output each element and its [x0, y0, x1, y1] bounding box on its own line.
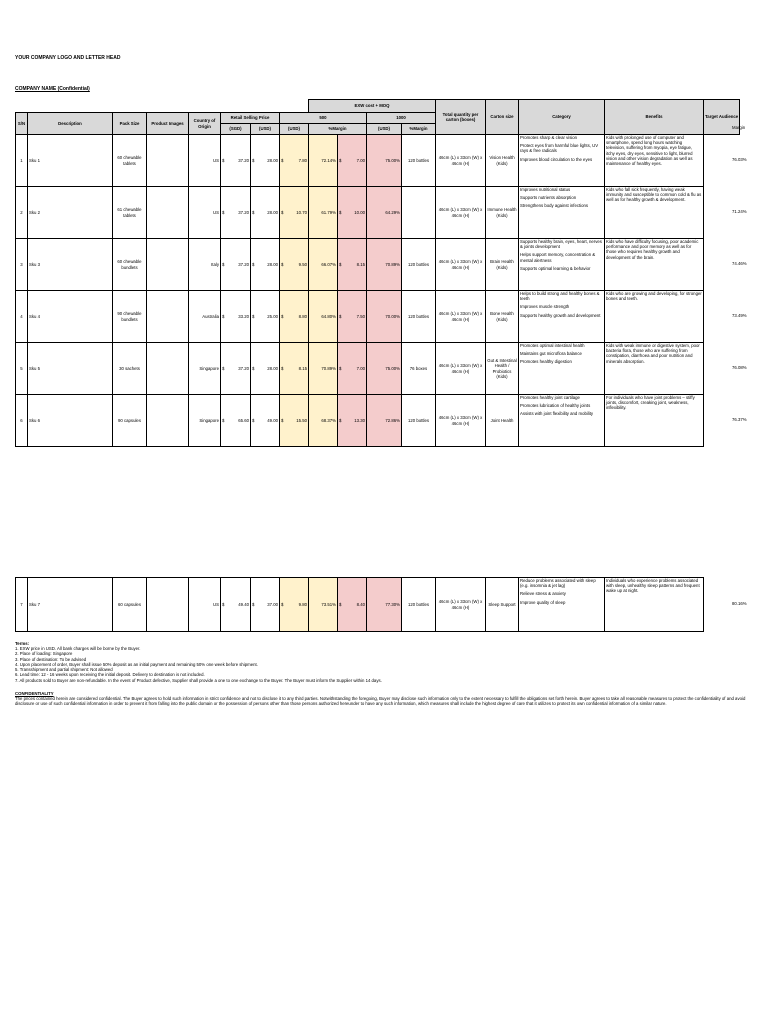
benefit-item: Improve quality of sleep [520, 599, 566, 605]
margin500-cell: 66.07% [309, 239, 338, 291]
benefits-cell [519, 343, 605, 395]
confidentiality-title: CONFIDENTIALITY [15, 691, 54, 696]
carton-cell: 46cm (L) x 33cm (W) x 46cm (H) [436, 135, 486, 187]
qty-cell [402, 187, 436, 239]
price-sgd-cell [221, 187, 251, 239]
qty-cell: 76 boxes [402, 343, 436, 395]
pack-size-cell: 60 chewable tablets [113, 135, 147, 187]
country-header: Country of Origin [189, 113, 221, 135]
exw500-cell [280, 578, 309, 632]
exw1000-cell [338, 343, 367, 395]
margin500-cell: 64.80% [309, 291, 338, 343]
margin500-cell: 72.14% [309, 135, 338, 187]
exw1000-cell [338, 291, 367, 343]
audience-header: Target Audience [704, 100, 740, 135]
audience-cell: For individuals who have joint problems – stiffy joints, discomfort, creaking joint, weakness, inflexibility. [605, 395, 704, 447]
amount: 7.80 [298, 157, 307, 163]
carton-cell: 46cm (L) x 33cm (W) x 46cm (H) [436, 578, 486, 632]
exw1000-cell [338, 187, 367, 239]
benefit-item: Improves muscle strength [520, 304, 570, 310]
sn-cell: 5 [16, 343, 28, 395]
audience-cell: Kids who have difficulty focusing, poor academic performance and poor memory as well as for those who requires healthy growth and development of the brain. [605, 239, 704, 291]
qty-cell: 120 bottles [402, 291, 436, 343]
benefits-header: Benefits [605, 100, 704, 135]
price-usd-cell [251, 239, 280, 291]
margin-value: 76.03% [732, 157, 747, 162]
currency-symbol: $ [281, 365, 284, 371]
currency-symbol: $ [339, 157, 342, 163]
carton-cell: 46cm (L) x 33cm (W) x 46cm (H) [436, 343, 486, 395]
price-usd-cell [251, 135, 280, 187]
total-qty-header: Total quantity per carton (boxes) [436, 100, 486, 135]
price-usd-cell [251, 578, 280, 632]
pack-size-cell: 90 capsules [113, 395, 147, 447]
product-image-cell [147, 343, 189, 395]
confidentiality-section [15, 691, 755, 707]
country-cell: US [189, 187, 221, 239]
amount: 9.50 [298, 261, 307, 267]
benefit-item: Supports healthy brain, eyes, heart, nerves & joints development [520, 239, 602, 250]
amount: 37.20 [238, 261, 249, 267]
category-cell: Vision Health (Kids) [486, 135, 519, 187]
country-cell: Italy [189, 239, 221, 291]
exw1000-cell [338, 239, 367, 291]
description-cell: Sku 7 [28, 578, 113, 632]
price-usd-cell [251, 395, 280, 447]
amount: 37.00 [267, 601, 278, 607]
sgd-header: (SGD) [221, 124, 251, 135]
product-image-cell [147, 135, 189, 187]
table-row [16, 135, 740, 187]
pack-size-cell: 60 chewable bundlets [113, 239, 147, 291]
margin-value: 76.37% [732, 417, 747, 422]
margin1000-cell: 70.00% [367, 291, 402, 343]
category-cell: Joint Health [486, 395, 519, 447]
sn-cell: 4 [16, 291, 28, 343]
margin-value: 71.24% [732, 209, 747, 214]
margin1000-cell: 77.30% [367, 578, 402, 632]
category-cell: Gut & Intestinal Health / Probiotics (Kids) [486, 343, 519, 395]
product-image-cell [147, 395, 189, 447]
sn-cell: 1 [16, 135, 28, 187]
description-header: Description [28, 113, 113, 135]
country-cell: US [189, 135, 221, 187]
audience-cell: Kids who are growing and developing, for stronger bones and teeth. [605, 291, 704, 343]
exw500-cell [280, 343, 309, 395]
moq1000-header: 1000 [367, 113, 436, 124]
exw500-cell [280, 395, 309, 447]
currency-symbol: $ [339, 417, 342, 423]
currency-symbol: $ [252, 365, 255, 371]
margin1000-cell: 75.00% [367, 343, 402, 395]
benefit-item: Promotes healthy digestion [520, 359, 572, 365]
pack-size-cell: 60 capsules [113, 578, 147, 632]
amount: 33.20 [238, 313, 249, 319]
carton-cell: 46cm (L) x 33cm (W) x 46cm (H) [436, 395, 486, 447]
terms-line: 3. Place of destination: To be advised [15, 656, 87, 662]
amount: 8.15 [298, 365, 307, 371]
table-row [16, 239, 740, 291]
exw-header: EXW cost + MOQ [309, 100, 436, 113]
margin-value: 80.16% [732, 601, 747, 606]
benefit-item: Helps to build strong and healthy bones & teeth [520, 291, 600, 302]
amount: 37.20 [238, 157, 249, 163]
category-cell: Sleep Support [486, 578, 519, 632]
exw500-usd-header: (USD) [280, 124, 309, 135]
price-sgd-cell [221, 135, 251, 187]
amount: 7.50 [356, 313, 365, 319]
terms-line: 4. Upon placement of order, Buyer shall issue 50% deposit as an initial payment and remaining 50% one week before shipment. [15, 661, 258, 667]
carton-header: Carton size [486, 100, 519, 135]
amount: 9.80 [298, 601, 307, 607]
amount: 65.60 [238, 417, 249, 423]
exw1000-cell [338, 135, 367, 187]
price-usd-cell [251, 187, 280, 239]
currency-symbol: $ [252, 601, 255, 607]
currency-symbol: $ [222, 365, 225, 371]
benefit-item: Promotes sharp & clear vision [520, 135, 578, 140]
audience-cell: Kids who fall sick frequently, having weak immunity and susceptible to common cold & flu as well as for healthy growth & development. [605, 187, 704, 239]
product-image-cell [147, 239, 189, 291]
table-row [16, 343, 740, 395]
category-cell: Immune Health (Kids) [486, 187, 519, 239]
amount: 28.00 [267, 209, 278, 215]
country-cell: Australia [189, 291, 221, 343]
exw1000-cell [338, 578, 367, 632]
amount: 49.40 [238, 601, 249, 607]
terms-line: 5. Transshipment and partial shipment: Not allowed [15, 667, 113, 673]
amount: 10.70 [296, 209, 307, 215]
sn-cell: 2 [16, 187, 28, 239]
description-cell: Sku 4 [28, 291, 113, 343]
amount: 10.00 [354, 209, 365, 215]
qty-cell: 120 bottles [402, 395, 436, 447]
currency-symbol: $ [252, 261, 255, 267]
currency-symbol: $ [339, 365, 342, 371]
pack-size-cell: 30 sachets [113, 343, 147, 395]
product-images-header: Product Images [147, 113, 189, 135]
carton-cell: 46cm (L) x 33cm (W) x 46cm (H) [436, 187, 486, 239]
price-usd-cell [251, 291, 280, 343]
confidentiality-text: The prices contained herein are considered confidential. The Buyer agrees to hold such information in strict confidence and not to disclose it to any third parties. Notwithstanding the foregoing, Buyer may disclose such information only to the extent necessary to fulfill the obligations set forth herein. Buyer agrees to take all reasonable measures to protect the confidentiality of and avoid disclosure or use of such confidential information in order to prevent it from falling into the public domain or the possession of persons other than those persons authorized hereunder to have any such information, which measures shall include the highest degree of care that it utilizes to protect its own confidential information of a similar nature. [15, 696, 746, 707]
benefits-cell [519, 187, 605, 239]
benefit-item: Relieve stress & anxiety [520, 591, 566, 597]
benefit-item: Improves nutritional status [520, 187, 571, 192]
amount: 49.00 [267, 417, 278, 423]
terms-section [15, 641, 755, 683]
margin500-cell: 68.37% [309, 395, 338, 447]
currency-symbol: $ [222, 209, 225, 215]
benefit-item: Supports optimal learning & behavior [520, 265, 591, 271]
currency-symbol: $ [281, 209, 284, 215]
amount: 8.15 [356, 261, 365, 267]
price-usd-cell [251, 343, 280, 395]
currency-symbol: $ [281, 313, 284, 319]
terms-line: 6. Lead time: 12 - 16 weeks upon receiving the initial deposit. Delivery to destination is not included. [15, 672, 205, 678]
category-header: Category [519, 100, 605, 135]
benefit-item: Promotes healthy joint cartilage [520, 395, 580, 400]
category-cell: Brain Health (Kids) [486, 239, 519, 291]
margin-value: 73.49% [732, 313, 747, 318]
margin1000-cell: 64.29% [367, 187, 402, 239]
product-image-cell [147, 578, 189, 632]
audience-cell: Kids with prolonged use of computer and smartphone, spend long hours watching television, suffering from myopia, eye fatigue, itchy eyes, dry eyes, sensitive to light, blurred vision and other vision degradation as well as maintenance of healthy eyes. [605, 135, 704, 187]
terms-line: 2. Place of loading: Singapore [15, 651, 73, 657]
description-cell: Sku 3 [28, 239, 113, 291]
qty-cell: 120 bottles [402, 135, 436, 187]
margin-value: 76.08% [732, 365, 747, 370]
margin1000-cell: 70.89% [367, 239, 402, 291]
category-cell: Bone Health (Kids) [486, 291, 519, 343]
benefit-item: Protect eyes from harmful blue lights, UV rays & free radicals [520, 143, 599, 154]
amount: 15.50 [296, 417, 307, 423]
amount: 8.40 [356, 601, 365, 607]
exw500-cell [280, 239, 309, 291]
country-cell: Singapore [189, 343, 221, 395]
amount: 28.00 [267, 157, 278, 163]
margin1000-cell: 72.86% [367, 395, 402, 447]
amount: 7.00 [356, 157, 365, 163]
currency-symbol: $ [222, 601, 225, 607]
table-row [16, 187, 740, 239]
margin500-header: %Margin [309, 124, 367, 135]
price-table-sku7 [15, 577, 704, 632]
benefit-item: Supports healthy growth and development [520, 312, 601, 318]
country-cell: US [189, 578, 221, 632]
benefit-item: Reduce problems associated with sleep (e.g. insomnia & jet lag) [520, 578, 596, 589]
benefits-cell [519, 135, 605, 187]
terms-line: 1. EXW price in USD. All bank charges will be borne by the Buyer. [15, 646, 141, 652]
benefit-item: Helps support memory, concentration & mental alertness [520, 252, 596, 263]
carton-cell: 46cm (L) x 33cm (W) x 46cm (H) [436, 239, 486, 291]
sn-cell: 3 [16, 239, 28, 291]
currency-symbol: $ [339, 261, 342, 267]
qty-cell: 120 bottles [402, 239, 436, 291]
benefit-item: Maintains gut microflora balance [520, 351, 582, 357]
sn-cell: 7 [16, 578, 28, 632]
country-cell: Singapore [189, 395, 221, 447]
product-image-cell [147, 291, 189, 343]
price-sgd-cell [221, 239, 251, 291]
currency-symbol: $ [339, 209, 342, 215]
pack-size-cell: 61 chewable tablets [113, 187, 147, 239]
price-sgd-cell [221, 578, 251, 632]
carton-cell: 46cm (L) x 33cm (W) x 46cm (H) [436, 291, 486, 343]
benefits-cell [519, 395, 605, 447]
benefit-item: Promotes lubrication of healthy joints [520, 403, 591, 409]
currency-symbol: $ [281, 417, 284, 423]
benefit-item: Improves blood circulation to the eyes [520, 156, 593, 162]
price-sgd-cell [221, 343, 251, 395]
exw500-cell [280, 187, 309, 239]
description-cell: Sku 1 [28, 135, 113, 187]
margin500-cell: 61.79% [309, 187, 338, 239]
usd-header: (USD) [251, 124, 280, 135]
exw1000-usd-header: (USD) [367, 124, 402, 135]
letterhead: YOUR COMPANY LOGO AND LETTER HEAD [15, 55, 121, 61]
benefits-cell [519, 239, 605, 291]
currency-symbol: $ [339, 313, 342, 319]
price-table [15, 99, 740, 447]
margin1000-cell: 75.00% [367, 135, 402, 187]
table-row [16, 291, 740, 343]
currency-symbol: $ [281, 157, 284, 163]
margin500-cell: 70.89% [309, 343, 338, 395]
terms-line: 7. All products sold to Buyer are non-refundable. In the event of Product defective, Supplier shall provide a one to one exchange to the Buyer. The Buyer must inform the Supplier within 14 days. [15, 677, 382, 683]
benefit-item: Strengthens body against infections [520, 203, 589, 209]
amount: 28.00 [267, 261, 278, 267]
description-cell: Sku 2 [28, 187, 113, 239]
description-cell: Sku 6 [28, 395, 113, 447]
benefits-cell [519, 578, 605, 632]
description-cell: Sku 5 [28, 343, 113, 395]
benefit-item: Promotes optimal intestinal health [520, 343, 585, 348]
benefit-item: Assists with joint flexibility and mobility [520, 411, 594, 417]
benefit-item: Supports nutrients absorption [520, 195, 577, 201]
currency-symbol: $ [222, 313, 225, 319]
amount: 7.00 [356, 365, 365, 371]
sn-header: S/N [16, 113, 28, 135]
currency-symbol: $ [252, 209, 255, 215]
amount: 28.00 [267, 365, 278, 371]
currency-symbol: $ [252, 313, 255, 319]
margin1000-header: %Margin [402, 124, 436, 135]
blank-header-cell [16, 100, 309, 113]
amount: 37.20 [238, 209, 249, 215]
currency-symbol: $ [222, 261, 225, 267]
product-image-cell [147, 187, 189, 239]
margin-value: 74.46% [732, 261, 747, 266]
currency-symbol: $ [252, 417, 255, 423]
currency-symbol: $ [281, 601, 284, 607]
currency-symbol: $ [222, 157, 225, 163]
amount: 13.30 [354, 417, 365, 423]
benefits-cell [519, 291, 605, 343]
retail-header: Retail Selling Price [221, 113, 280, 124]
exw1000-cell [338, 395, 367, 447]
pack-size-header: Pack Size [113, 113, 147, 135]
amount: 37.20 [238, 365, 249, 371]
currency-symbol: $ [339, 601, 342, 607]
audience-cell: Kids with weak immune or digestive system, poor bacteria flora, those who are suffering from constipation, diarrhoea and poor nutrition and minerals absorption. [605, 343, 704, 395]
margin-column-header: Margin [732, 125, 746, 130]
pack-size-cell: 90 chewable bundlets [113, 291, 147, 343]
price-sgd-cell [221, 395, 251, 447]
currency-symbol: $ [252, 157, 255, 163]
amount: 8.80 [298, 313, 307, 319]
sn-cell: 6 [16, 395, 28, 447]
price-sgd-cell [221, 291, 251, 343]
currency-symbol: $ [222, 417, 225, 423]
exw500-cell [280, 135, 309, 187]
company-name: COMPANY NAME (Confidential) [15, 86, 90, 92]
exw500-cell [280, 291, 309, 343]
table-row [16, 395, 740, 447]
audience-cell: Individuals who experience problems associated with sleep, unhealthy sleep patterns and frequent wake up at night. [605, 578, 704, 632]
terms-title: Terms: [15, 641, 30, 646]
currency-symbol: $ [281, 261, 284, 267]
amount: 25.00 [267, 313, 278, 319]
qty-cell: 120 bottles [402, 578, 436, 632]
margin500-cell: 73.51% [309, 578, 338, 632]
table-row [16, 578, 704, 632]
moq500-header: 500 [280, 113, 367, 124]
